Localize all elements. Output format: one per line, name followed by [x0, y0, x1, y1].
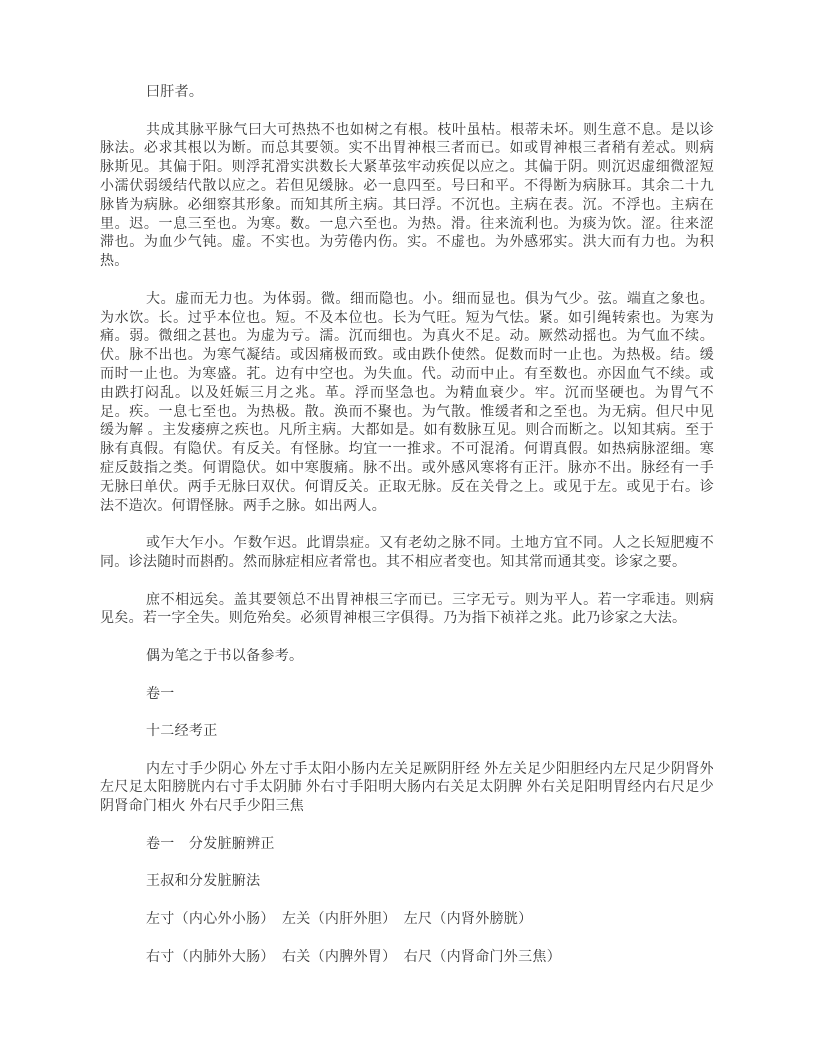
heading-wang-shuhe-method: 王叔和分发脏腑法	[146, 874, 261, 890]
paragraph-pulse-root: 共成其脉平脉气曰大可热热不也如树之有根。枝叶虽枯。根蒂未坏。则生意不息。是以诊脉法。必求其根以为断。而总其要领。实不出胃神根三者而已。如或胃神根三者稍有差忒。则病脉斯见。其偏于阳。则浮芤滑实洪数长大紧革弦牢动疾促以应之。其偏于阴。则沉迟虚细微涩短小濡伏弱缓结代散以应之。若但见缓脉。必一息四至。号曰和平。不得断为病脉耳。其余二十九脉皆为病脉。必细察其形象。而知其所主病。其曰浮。不沉也。主病在表。沉。不浮也。主病在里。迟。一息三至也。为寒。数。一息六至也。为热。滑。往来流利也。为痰为饮。涩。往来涩滞也。为血少气钝。虚。不实也。为劳倦内伤。实。不虚也。为外感邪实。洪大而有力也。为积热。	[100, 122, 714, 270]
paragraph-meridian-positions: 内左寸手少阴心 外左寸手太阳小肠内左关足厥阴肝经 外左关足少阳胆经内左尺足少阴肾外左尺足太阳膀胱内右寸手太阴肺 外右寸手阳明大肠内右关足太阴脾 外右关足阳明胃经内右尺足少阴肾命门相火 外右尺手少阳三焦	[100, 761, 714, 815]
paragraph-pulse-forms: 大。虚而无力也。为体弱。微。细而隐也。小。细而显也。俱为气少。弦。端直之象也。为水饮。长。过乎本位也。短。不及本位也。长为气旺。短为气怯。紧。如引绳转索也。为寒为痛。弱。微细之甚也。为虚为亏。濡。沉而细也。为真火不足。动。厥然动摇也。为气血不续。伏。脉不出也。为寒气凝结。或因痛极而致。或由跌仆使然。促数而时一止也。为热极。结。缓而时一止也。为寒盛。芤。边有中空也。为失血。代。动而中止。有至数也。亦因血气不续。或由跌打闷乱。以及妊娠三月之兆。革。浮而坚急也。为精血衰少。牢。沉而坚硬也。为胃气不足。疾。一息七至也。为热极。散。涣而不聚也。为气散。惟缓者和之至也。为无病。但尺中见缓为解 。主发痿痹之疾也。凡所主病。大都如是。如有数脉互见。则合而断之。以知其病。至于脉有真假。有隐伏。有反关。有怪脉。均宜一一推求。不可混淆。何谓真假。如热病脉涩细。寒症反鼓指之类。何谓隐伏。如中寒腹痛。脉不出。或外感风寒将有正汗。脉亦不出。脉经有一手无脉曰单伏。两手无脉曰双伏。何谓反关。正取无脉。反在关骨之上。或见于左。或见于右。诊法不造次。何谓怪脉。两手之脉。如出两人。	[100, 291, 714, 514]
heading-twelve-meridians: 十二经考正	[146, 724, 218, 740]
paragraph-right-hand-positions: 右寸（内肺外大肠） 右关（内脾外胃） 右尺（内肾命门外三焦）	[146, 949, 561, 965]
paragraph-pulse-variations: 或乍大乍小。乍数乍迟。此谓祟症。又有老幼之脉不同。土地方宜不同。人之长短肥瘦不同。诊法随时而斟酌。然而脉症相应者常也。其不相应者变也。知其常而通其变。诊家之要。	[100, 536, 714, 570]
paragraph-author-note: 偶为笔之于书以备参考。	[146, 648, 304, 664]
heading-volume-one: 卷一	[146, 686, 175, 702]
paragraph-liver-line: 曰肝者。	[146, 85, 204, 100]
paragraph-wei-shen-gen-summary: 庶不相远矣。盖其要领总不出胃神根三字而已。三字无亏。则为平人。若一字乖违。则病见矣。若一字全失。则危殆矣。必须胃神根三字俱得。乃为指下祯祥之兆。此乃诊家之大法。	[100, 592, 714, 627]
heading-organ-assignment: 卷一 分发脏腑辨正	[146, 836, 275, 852]
paragraph-left-hand-positions: 左寸（内心外小肠） 左关（内肝外胆） 左尺（内肾外膀胱）	[146, 912, 533, 928]
document-body	[100, 84, 714, 967]
